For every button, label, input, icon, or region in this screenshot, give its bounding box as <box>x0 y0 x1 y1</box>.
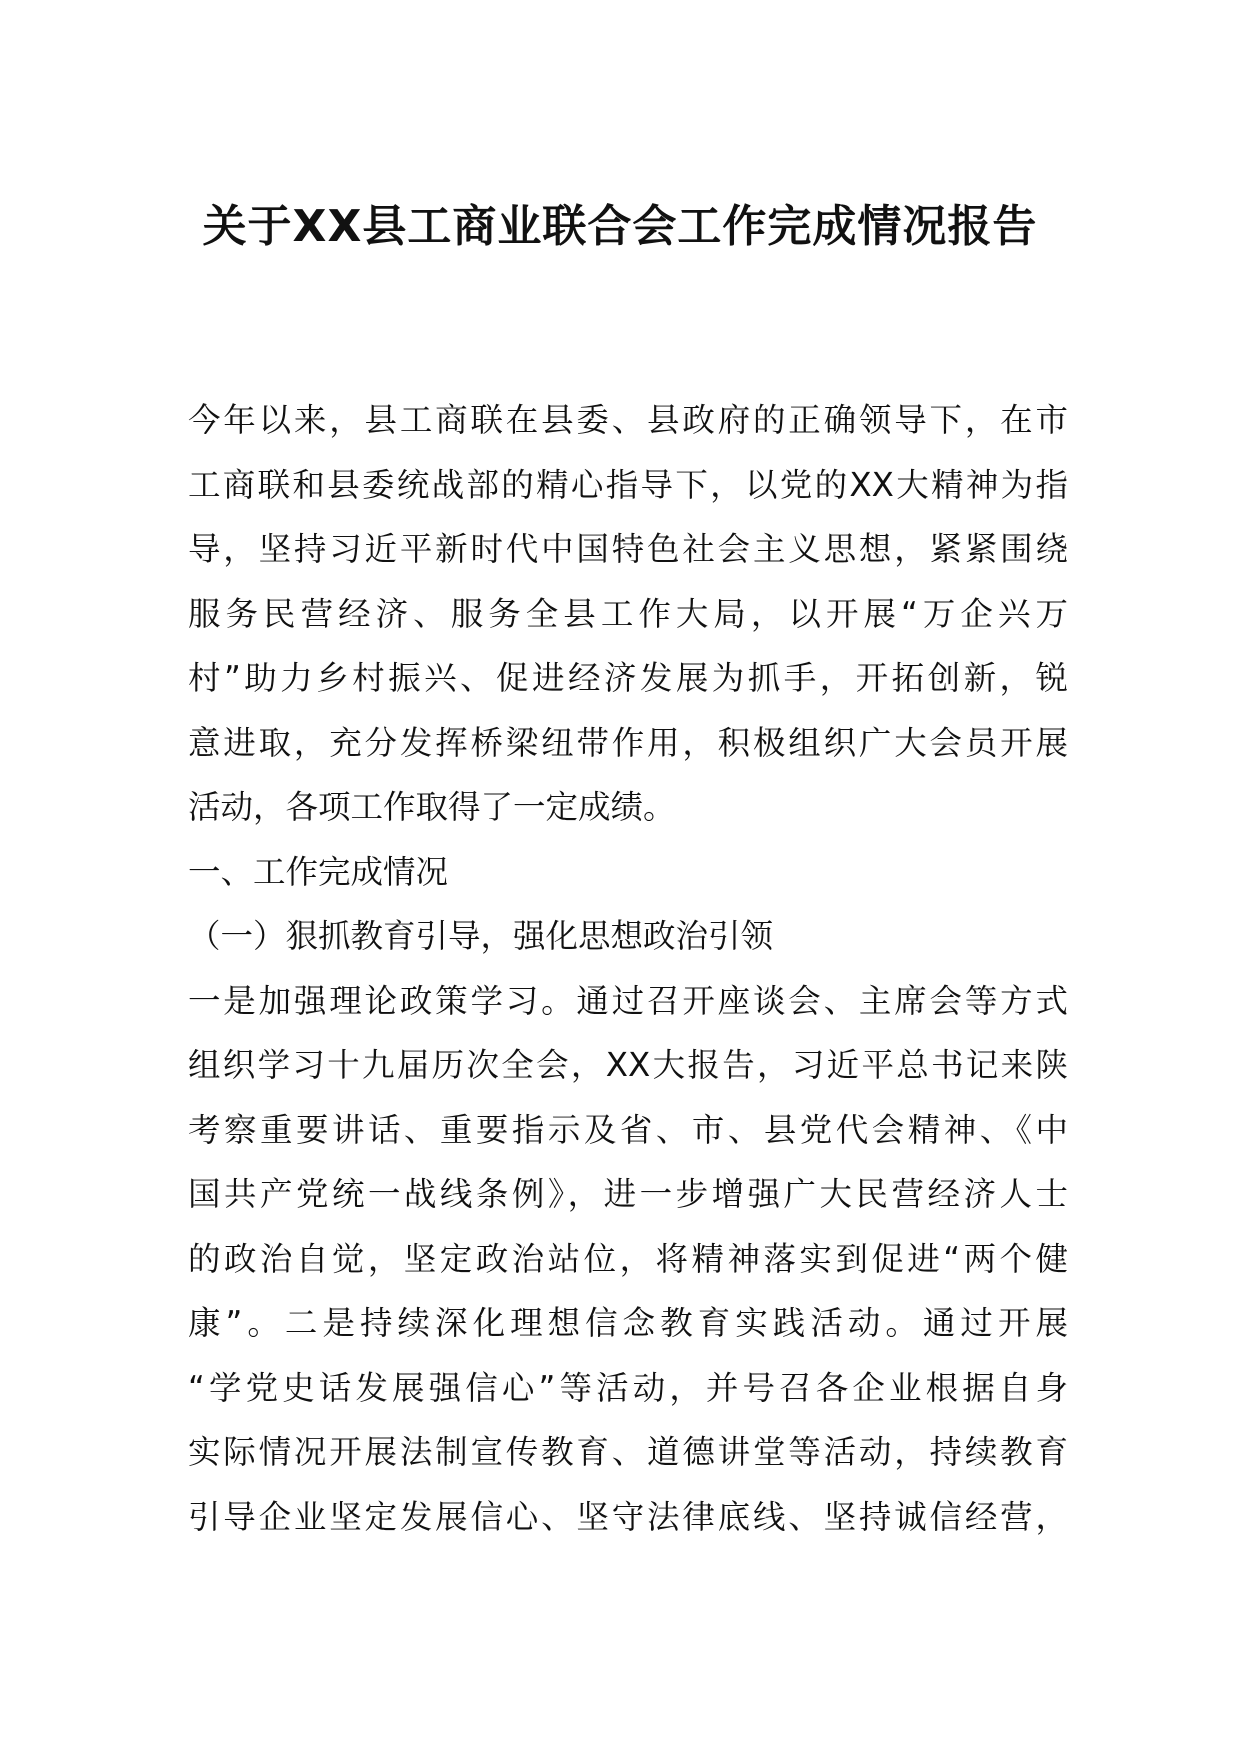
paragraph-line: 导，坚持习近平新时代中国特色社会主义思想，紧紧围绕 <box>188 530 1068 568</box>
paragraph-line: 村”助力乡村振兴、促进经济发展为抓手，开拓创新，锐 <box>188 659 1068 697</box>
paragraph-line: 实际情况开展法制宣传教育、道德讲堂等活动，持续教育 <box>188 1433 1068 1471</box>
paragraph-line: 国共产党统一战线条例》，进一步增强广大民营经济人士 <box>188 1175 1068 1213</box>
paragraph-line: 活动，各项工作取得了一定成绩。 <box>188 788 676 826</box>
paragraph-line: 意进取，充分发挥桥梁纽带作用，积极组织广大会员开展 <box>188 723 1068 762</box>
paragraph-line: 引导企业坚定发展信心、坚守法律底线、坚持诚信经营， <box>188 1497 1068 1536</box>
paragraph-line: 考察重要讲话、重要指示及省、市、县党代会精神、《中 <box>188 1110 1068 1149</box>
paragraph-line: “学党史话发展强信心”等活动，并号召各企业根据自身 <box>188 1368 1068 1407</box>
paragraph-line: 组织学习十九届历次全会，XX大报告，习近平总书记来陕 <box>188 1046 1068 1084</box>
document-title: 关于XX县工商业联合会工作完成情况报告 <box>202 201 1038 252</box>
subsection-heading: （一）狠抓教育引导，强化思想政治引领 <box>188 917 774 955</box>
section-heading: 一、工作完成情况 <box>188 852 449 891</box>
paragraph-line: 今年以来，县工商联在县委、县政府的正确领导下，在市 <box>188 401 1068 439</box>
paragraph-line: 服务民营经济、服务全县工作大局，以开展“万企兴万 <box>188 594 1068 633</box>
paragraph-line: 的政治自觉，坚定政治站位，将精神落实到促进“两个健 <box>188 1239 1068 1278</box>
paragraph-line: 工商联和县委统战部的精心指导下，以党的XX大精神为指 <box>188 465 1068 504</box>
document-body <box>188 388 1068 1549</box>
paragraph-line: 康”。二是持续深化理想信念教育实践活动。通过开展 <box>188 1304 1068 1342</box>
paragraph-line: 一是加强理论政策学习。通过召开座谈会、主席会等方式 <box>188 981 1068 1020</box>
